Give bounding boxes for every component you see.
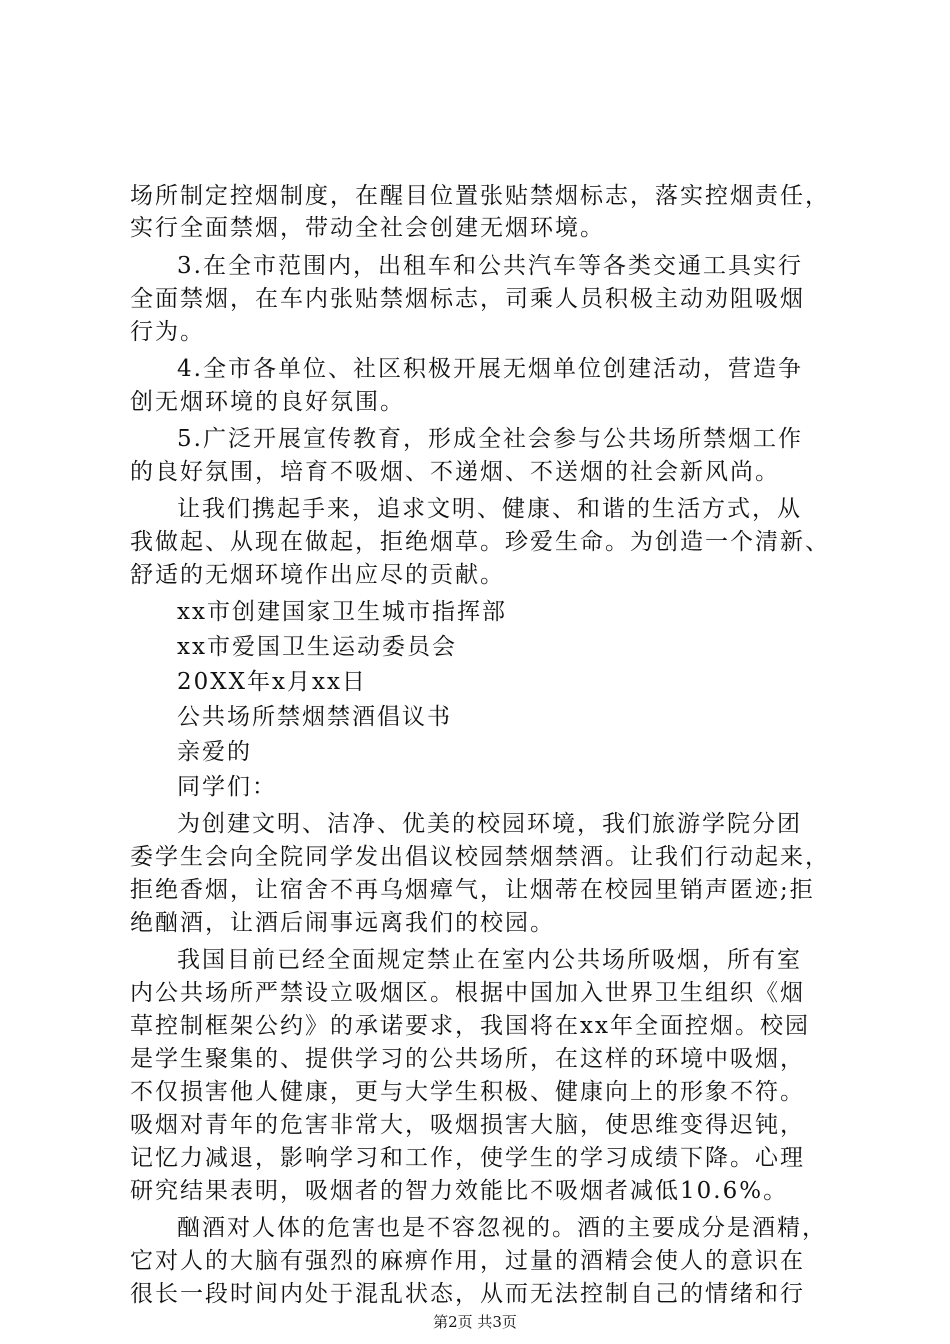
text-line: 委学生会向全院同学发出倡议校园禁烟禁酒。让我们行动起来， bbox=[130, 844, 830, 870]
text-line: 我做起、从现在做起，拒绝烟草。珍爱生命。为创造一个清新、 bbox=[130, 529, 830, 555]
signature-org-line: xx市创建国家卫生城市指挥部 bbox=[177, 599, 507, 625]
text-line: 场所制定控烟制度，在醒目位置张贴禁烟标志，落实控烟责任， bbox=[130, 183, 830, 209]
text-line: 为创建文明、洁净、优美的校园环境，我们旅游学院分团 bbox=[177, 811, 802, 837]
text-line: 5.广泛开展宣传教育，形成全社会参与公共场所禁烟工作 bbox=[177, 426, 803, 452]
text-line: 拒绝香烟，让宿舍不再乌烟瘴气，让烟蒂在校园里销声匿迹;拒 bbox=[130, 877, 815, 903]
text-line: 我国目前已经全面规定禁止在室内公共场所吸烟，所有室 bbox=[177, 947, 802, 973]
text-line: 舒适的无烟环境作出应尽的贡献。 bbox=[130, 562, 505, 588]
text-line: 不仅损害他人健康，更与大学生积极、健康向上的形象不符。 bbox=[130, 1079, 805, 1105]
section-title: 公共场所禁烟禁酒倡议书 bbox=[177, 704, 452, 730]
text-line: 记忆力减退，影响学习和工作，使学生的学习成绩下降。心理 bbox=[130, 1145, 805, 1171]
text-line: 很长一段时间内处于混乱状态，从而无法控制自己的情绪和行 bbox=[130, 1281, 805, 1307]
text-line: 的良好氛围，培育不吸烟、不递烟、不送烟的社会新风尚。 bbox=[130, 459, 780, 485]
text-line: 内公共场所严禁设立吸烟区。根据中国加入世界卫生组织《烟 bbox=[130, 980, 805, 1006]
date-line: 20XX年x月xx日 bbox=[177, 669, 367, 695]
text-line: 让我们携起手来，追求文明、健康、和谐的生活方式，从 bbox=[177, 496, 802, 522]
page-number-footer: 第2页 共3页 bbox=[433, 1313, 517, 1331]
text-line: 创无烟环境的良好氛围。 bbox=[130, 389, 405, 415]
text-line: 绝酗酒，让酒后闹事远离我们的校园。 bbox=[130, 910, 555, 936]
text-line: 研究结果表明，吸烟者的智力效能比不吸烟者减低10.6%。 bbox=[130, 1178, 789, 1204]
text-line: 实行全面禁烟，带动全社会创建无烟环境。 bbox=[130, 215, 605, 241]
signature-org-line: xx市爱国卫生运动委员会 bbox=[177, 634, 457, 660]
text-line: 行为。 bbox=[130, 319, 205, 345]
text-line: 4.全市各单位、社区积极开展无烟单位创建活动，营造争 bbox=[177, 356, 803, 382]
salutation-line: 同学们： bbox=[177, 774, 277, 800]
text-line: 3.在全市范围内，出租车和公共汽车等各类交通工具实行 bbox=[177, 253, 803, 279]
text-line: 全面禁烟，在车内张贴禁烟标志，司乘人员积极主动劝阻吸烟 bbox=[130, 286, 805, 312]
text-line: 草控制框架公约》的承诺要求，我国将在xx年全面控烟。校园 bbox=[130, 1013, 810, 1039]
text-line: 是学生聚集的、提供学习的公共场所，在这样的环境中吸烟， bbox=[130, 1046, 805, 1072]
salutation-line: 亲爱的 bbox=[177, 739, 252, 765]
text-line: 它对人的大脑有强烈的麻痹作用，过量的酒精会使人的意识在 bbox=[130, 1248, 805, 1274]
text-line: 酗酒对人体的危害也是不容忽视的。酒的主要成分是酒精， bbox=[177, 1215, 827, 1241]
text-line: 吸烟对青年的危害非常大，吸烟损害大脑，使思维变得迟钝， bbox=[130, 1112, 805, 1138]
